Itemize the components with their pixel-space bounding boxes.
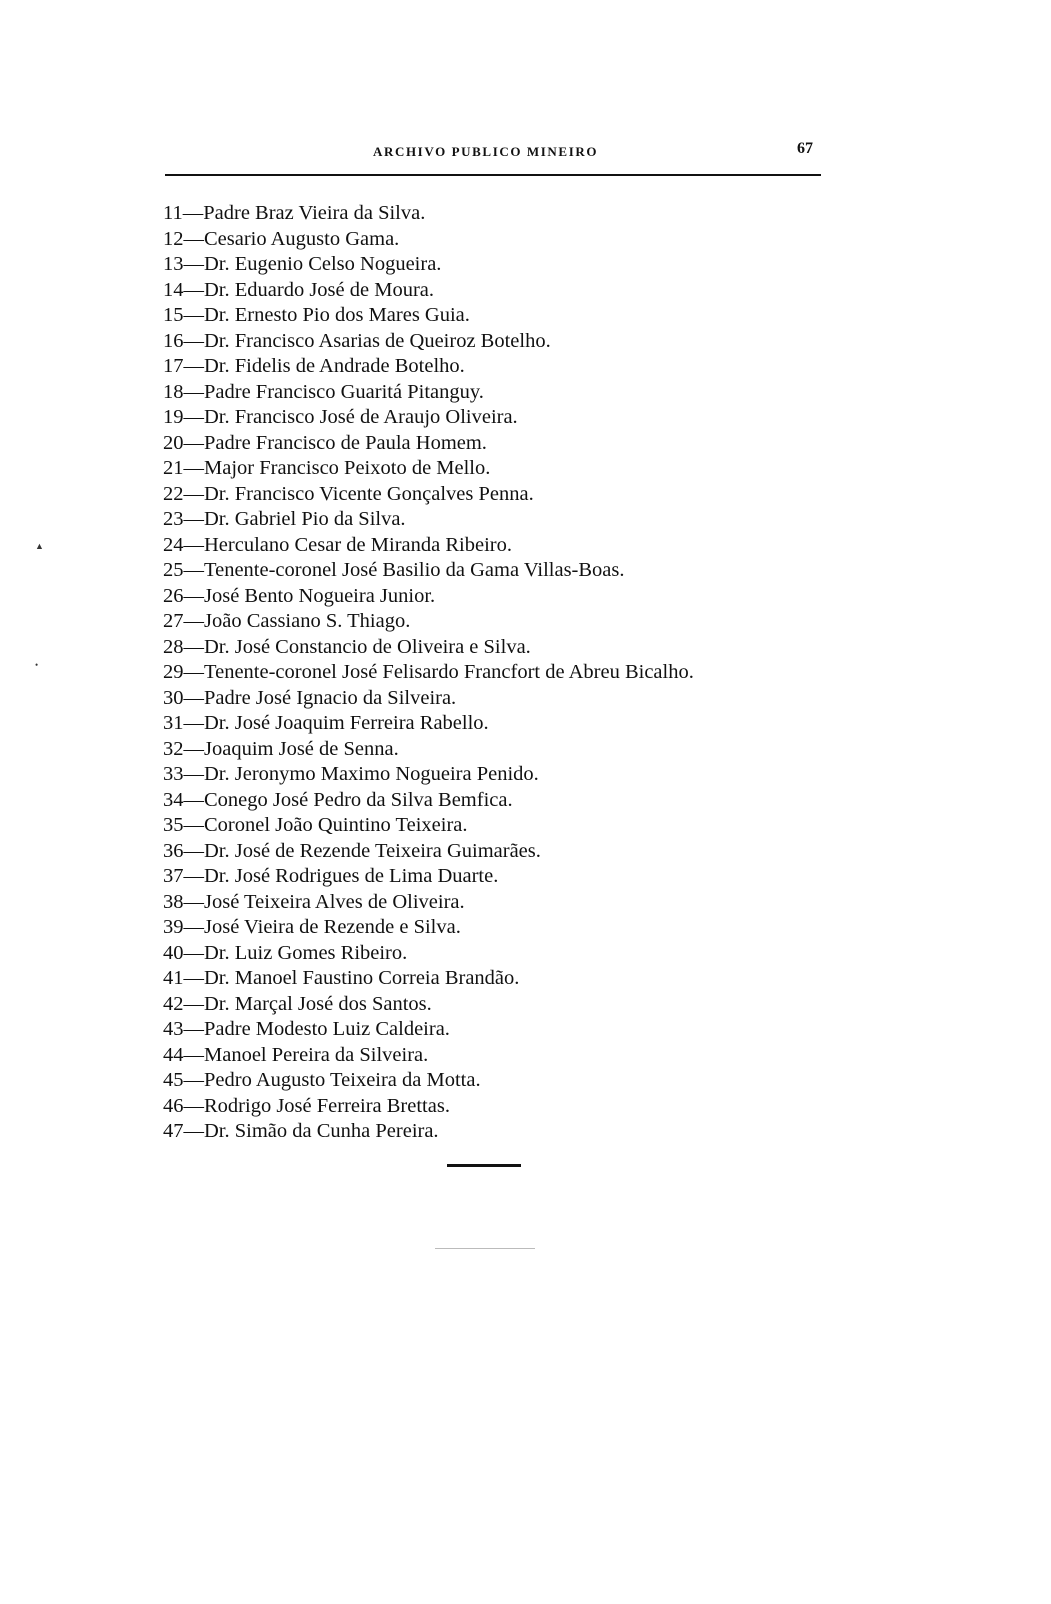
- list-item: 19—Dr. Francisco José de Araujo Oliveira.: [163, 406, 518, 428]
- list-item: 37—Dr. José Rodrigues de Lima Duarte.: [163, 865, 499, 887]
- list-item: 35—Coronel João Quintino Teixeira.: [163, 814, 468, 836]
- list-item: 14—Dr. Eduardo José de Moura.: [163, 278, 435, 301]
- list-item: 26—José Bento Nogueira Junior.: [163, 584, 436, 607]
- header-rule: [165, 174, 821, 176]
- list-item: 23—Dr. Gabriel Pio da Silva.: [163, 508, 406, 530]
- list-item: 47—Dr. Simão da Cunha Pereira.: [163, 1120, 439, 1142]
- faint-rule: [435, 1248, 535, 1249]
- list-item: 42—Dr. Marçal José dos Santos.: [163, 992, 432, 1015]
- list-item: 16—Dr. Francisco Asarias de Queiroz Botelho.: [163, 329, 551, 352]
- end-rule: [447, 1164, 521, 1167]
- list-item: 36—Dr. José de Rezende Teixeira Guimarães.: [163, 839, 541, 862]
- list-item: 15—Dr. Ernesto Pio dos Mares Guia.: [163, 304, 470, 326]
- page-number: 67: [797, 140, 813, 157]
- page-header: [165, 140, 825, 164]
- list-item: 43—Padre Modesto Luiz Caldeira.: [163, 1018, 450, 1040]
- list-item: 24—Herculano Cesar de Miranda Ribeiro.: [163, 533, 512, 556]
- list-item: 12—Cesario Augusto Gama.: [163, 227, 400, 250]
- running-title: ARCHIVO PUBLICO MINEIRO: [373, 144, 599, 159]
- list-item: 46—Rodrigo José Ferreira Brettas.: [163, 1094, 450, 1117]
- list-item: 33—Dr. Jeronymo Maximo Nogueira Penido.: [163, 763, 539, 785]
- list-item: 32—Joaquim José de Senna.: [163, 737, 399, 760]
- list-item: 18—Padre Francisco Guaritá Pitanguy.: [163, 380, 484, 403]
- list-item: 29—Tenente-coronel José Felisardo Francfort de Abreu Bicalho.: [163, 661, 694, 683]
- margin-mark-icon: •: [35, 660, 39, 670]
- name-list: [163, 201, 863, 1145]
- margin-mark-icon: ▲: [35, 541, 44, 551]
- list-item: 27—João Cassiano S. Thiago.: [163, 610, 411, 632]
- list-item: 31—Dr. José Joaquim Ferreira Rabello.: [163, 712, 489, 734]
- list-item: 13—Dr. Eugenio Celso Nogueira.: [163, 253, 442, 275]
- list-item: 21—Major Francisco Peixoto de Mello.: [163, 457, 491, 479]
- list-item: 38—José Teixeira Alves de Oliveira.: [163, 890, 465, 913]
- list-item: 28—Dr. José Constancio de Oliveira e Silva.: [163, 635, 531, 658]
- list-item: 34—Conego José Pedro da Silva Bemfica.: [163, 788, 513, 811]
- list-item: 20—Padre Francisco de Paula Homem.: [163, 431, 487, 454]
- list-item: 41—Dr. Manoel Faustino Correia Brandão.: [163, 967, 520, 989]
- list-item: 44—Manoel Pereira da Silveira.: [163, 1043, 429, 1066]
- list-item: 30—Padre José Ignacio da Silveira.: [163, 686, 457, 709]
- list-item: 11—Padre Braz Vieira da Silva.: [163, 202, 426, 224]
- list-item: 25—Tenente-coronel José Basilio da Gama Villas-Boas.: [163, 559, 625, 581]
- list-item: 40—Dr. Luiz Gomes Ribeiro.: [163, 941, 408, 964]
- list-item: 22—Dr. Francisco Vicente Gonçalves Penna.: [163, 482, 534, 505]
- list-item: 45—Pedro Augusto Teixeira da Motta.: [163, 1069, 481, 1091]
- list-item: 17—Dr. Fidelis de Andrade Botelho.: [163, 355, 465, 377]
- list-item: 39—José Vieira de Rezende e Silva.: [163, 916, 461, 938]
